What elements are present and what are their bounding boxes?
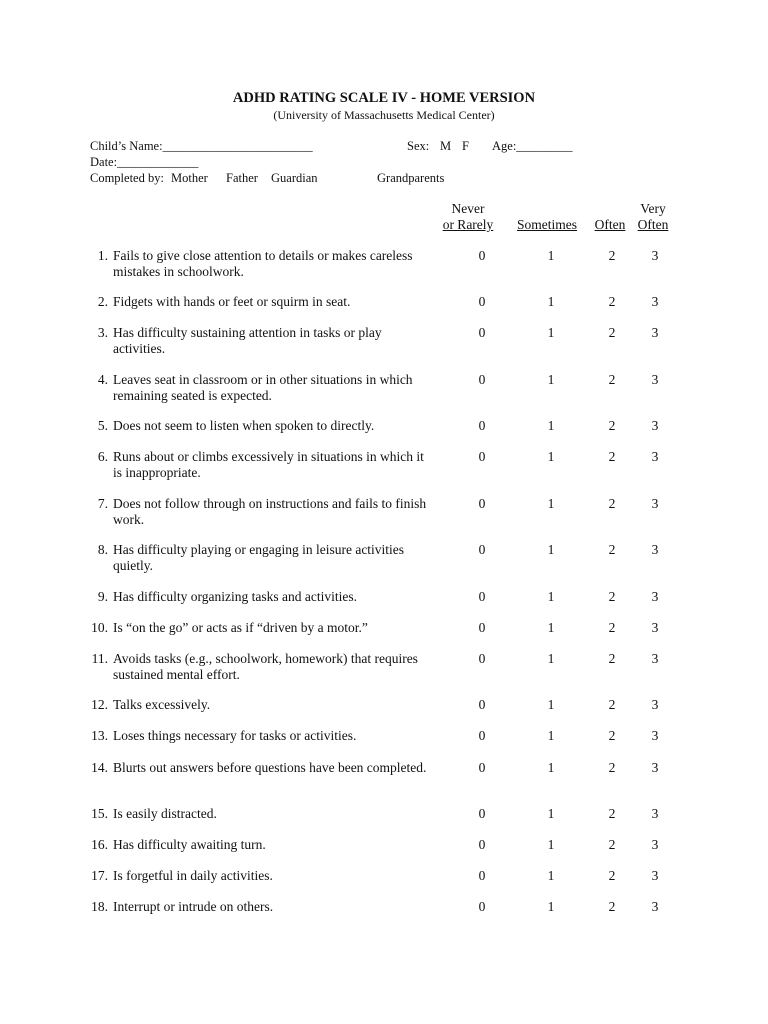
score-option-3[interactable]: 3	[651, 806, 659, 821]
item-text: Has difficulty awaiting turn.	[113, 837, 266, 852]
score-option-1[interactable]: 1	[547, 868, 555, 883]
score-option-2[interactable]: 2	[608, 837, 616, 852]
score-option-1[interactable]: 1	[547, 651, 555, 666]
score-option-3[interactable]: 3	[651, 325, 659, 340]
score-option-0[interactable]: 0	[478, 651, 486, 666]
score-option-2[interactable]: 2	[608, 325, 616, 340]
score-option-0[interactable]: 0	[478, 372, 486, 387]
score-option-1[interactable]: 1	[547, 418, 555, 433]
score-option-0[interactable]: 0	[478, 449, 486, 464]
score-option-0[interactable]: 0	[478, 697, 486, 712]
score-option-2[interactable]: 2	[608, 496, 616, 511]
item-number: 5.	[97, 418, 108, 433]
score-option-1[interactable]: 1	[547, 248, 555, 263]
age-field[interactable]: Age:_________	[492, 139, 573, 153]
score-option-2[interactable]: 2	[608, 899, 616, 914]
item-number: 15.	[91, 806, 108, 821]
score-option-2[interactable]: 2	[608, 372, 616, 387]
score-option-1[interactable]: 1	[547, 496, 555, 511]
item-text: Has difficulty organizing tasks and activities.	[113, 589, 357, 604]
score-option-3[interactable]: 3	[651, 620, 659, 635]
completed-by-mother[interactable]: Mother	[171, 171, 208, 185]
score-option-3[interactable]: 3	[651, 294, 659, 309]
column-sometimes-header: Sometimes	[517, 217, 577, 232]
item-number: 6.	[97, 449, 108, 464]
item-text: Does not seem to listen when spoken to directly.	[113, 418, 375, 433]
score-option-0[interactable]: 0	[478, 728, 486, 743]
item-text: Blurts out answers before questions have been completed.	[113, 760, 427, 775]
item-text: Runs about or climbs excessively in situations in which it is inappropriate.	[113, 449, 424, 480]
item-number: 11.	[91, 651, 108, 666]
score-option-2[interactable]: 2	[608, 697, 616, 712]
score-option-0[interactable]: 0	[478, 325, 486, 340]
completed-by-grandparents[interactable]: Grandparents	[377, 171, 445, 185]
item-text: Is easily distracted.	[113, 806, 217, 821]
column-never-header	[440, 201, 496, 233]
score-option-0[interactable]: 0	[478, 760, 486, 775]
score-option-3[interactable]: 3	[651, 542, 659, 557]
score-option-2[interactable]: 2	[608, 589, 616, 604]
score-option-2[interactable]: 2	[608, 248, 616, 263]
item-number: 8.	[97, 542, 108, 557]
score-option-3[interactable]: 3	[651, 728, 659, 743]
never-line1: Never	[451, 201, 485, 216]
score-option-0[interactable]: 0	[478, 806, 486, 821]
never-line2: or Rarely	[442, 217, 494, 232]
score-option-3[interactable]: 3	[651, 449, 659, 464]
score-option-1[interactable]: 1	[547, 837, 555, 852]
child-name-field[interactable]: Child’s Name:________________________	[90, 139, 313, 153]
score-option-1[interactable]: 1	[547, 449, 555, 464]
item-text: Leaves seat in classroom or in other situations in which remaining seated is expected.	[113, 372, 413, 403]
item-text: Talks excessively.	[113, 697, 211, 712]
score-option-1[interactable]: 1	[547, 325, 555, 340]
item-text: Is forgetful in daily activities.	[113, 868, 273, 883]
item-number: 9.	[97, 589, 108, 604]
completed-by-father[interactable]: Father	[226, 171, 258, 185]
item-text: Loses things necessary for tasks or activities.	[113, 728, 357, 743]
score-option-2[interactable]: 2	[608, 449, 616, 464]
score-option-1[interactable]: 1	[547, 899, 555, 914]
score-option-1[interactable]: 1	[547, 620, 555, 635]
score-option-0[interactable]: 0	[478, 837, 486, 852]
score-option-3[interactable]: 3	[651, 651, 659, 666]
item-number: 17.	[91, 868, 108, 883]
score-option-2[interactable]: 2	[608, 806, 616, 821]
score-option-3[interactable]: 3	[651, 837, 659, 852]
score-option-1[interactable]: 1	[547, 697, 555, 712]
item-text: Avoids tasks (e.g., schoolwork, homework) that requires sustained mental effort.	[113, 651, 418, 682]
item-number: 3.	[97, 325, 108, 340]
item-text: Has difficulty sustaining attention in tasks or play activities.	[113, 325, 382, 356]
sex-option-f[interactable]: F	[462, 139, 469, 153]
very-line1: Very	[640, 201, 666, 216]
score-option-0[interactable]: 0	[478, 248, 486, 263]
item-number: 12.	[91, 697, 108, 712]
score-option-0[interactable]: 0	[478, 496, 486, 511]
item-text: Does not follow through on instructions and fails to finish work.	[113, 496, 427, 527]
score-option-1[interactable]: 1	[547, 372, 555, 387]
score-option-2[interactable]: 2	[608, 620, 616, 635]
score-option-2[interactable]: 2	[608, 868, 616, 883]
item-text: Fidgets with hands or feet or squirm in seat.	[113, 294, 351, 309]
item-text: Has difficulty playing or engaging in leisure activities quietly.	[113, 542, 405, 573]
score-option-1[interactable]: 1	[547, 542, 555, 557]
form-title: ADHD RATING SCALE IV - HOME VERSION	[232, 90, 536, 106]
score-option-2[interactable]: 2	[608, 760, 616, 775]
score-option-1[interactable]: 1	[547, 806, 555, 821]
item-number: 10.	[91, 620, 108, 635]
score-option-1[interactable]: 1	[547, 294, 555, 309]
item-text: Is “on the go” or acts as if “driven by a motor.”	[113, 620, 368, 635]
column-very-often-header	[634, 201, 672, 233]
item-number: 1.	[97, 248, 108, 263]
score-option-2[interactable]: 2	[608, 542, 616, 557]
score-option-0[interactable]: 0	[478, 418, 486, 433]
score-option-2[interactable]: 2	[608, 294, 616, 309]
score-option-3[interactable]: 3	[651, 372, 659, 387]
item-text: Fails to give close attention to details or makes careless mistakes in schoolwork.	[113, 248, 413, 279]
date-field[interactable]: Date:_____________	[90, 155, 199, 169]
column-often-header: Often	[594, 217, 626, 232]
score-option-0[interactable]: 0	[478, 620, 486, 635]
item-number: 16.	[91, 837, 108, 852]
score-option-3[interactable]: 3	[651, 418, 659, 433]
score-option-0[interactable]: 0	[478, 542, 486, 557]
item-number: 14.	[91, 760, 108, 775]
completed-by-label: Completed by:	[90, 171, 164, 185]
score-option-0[interactable]: 0	[478, 899, 486, 914]
score-option-0[interactable]: 0	[478, 868, 486, 883]
score-option-3[interactable]: 3	[651, 248, 659, 263]
form-subtitle: (University of Massachusetts Medical Center)	[273, 108, 495, 122]
score-option-1[interactable]: 1	[547, 589, 555, 604]
item-number: 7.	[97, 496, 108, 511]
score-option-0[interactable]: 0	[478, 294, 486, 309]
score-option-1[interactable]: 1	[547, 760, 555, 775]
score-option-3[interactable]: 3	[651, 760, 659, 775]
score-option-2[interactable]: 2	[608, 728, 616, 743]
item-text: Interrupt or intrude on others.	[113, 899, 274, 914]
score-option-3[interactable]: 3	[651, 899, 659, 914]
sex-label: Sex:	[407, 139, 430, 153]
score-option-0[interactable]: 0	[478, 589, 486, 604]
item-number: 13.	[91, 728, 108, 743]
score-option-2[interactable]: 2	[608, 418, 616, 433]
item-number: 2.	[97, 294, 108, 309]
very-line2: Often	[637, 217, 669, 232]
item-number: 4.	[97, 372, 108, 387]
score-option-3[interactable]: 3	[651, 697, 659, 712]
score-option-3[interactable]: 3	[651, 589, 659, 604]
completed-by-guardian[interactable]: Guardian	[271, 171, 318, 185]
score-option-1[interactable]: 1	[547, 728, 555, 743]
score-option-3[interactable]: 3	[651, 496, 659, 511]
score-option-2[interactable]: 2	[608, 651, 616, 666]
score-option-3[interactable]: 3	[651, 868, 659, 883]
sex-option-m[interactable]: M	[440, 139, 452, 153]
item-number: 18.	[91, 899, 108, 914]
